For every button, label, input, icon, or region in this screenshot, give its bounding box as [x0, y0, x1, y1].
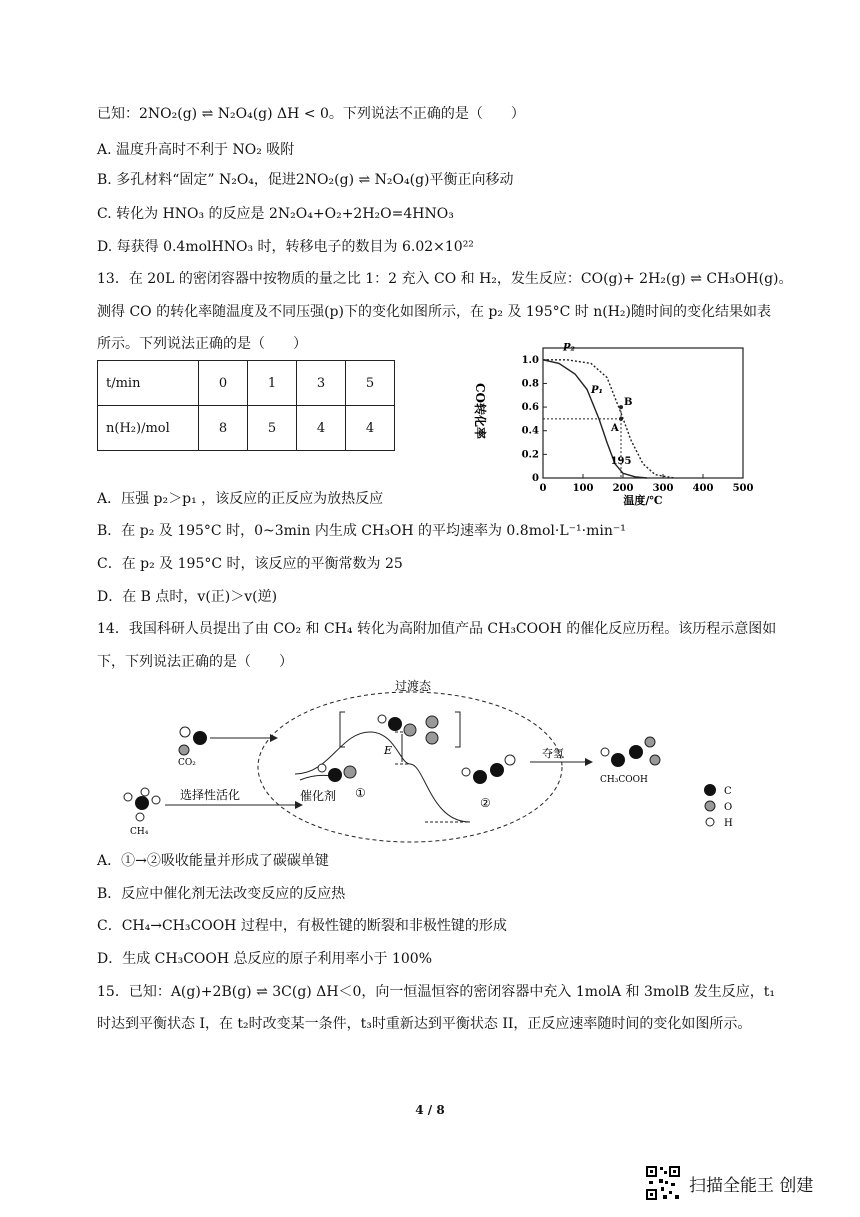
h-atom-icon [318, 764, 326, 772]
h-atom-icon [152, 796, 160, 804]
co-conversion-chart [473, 340, 758, 510]
q13-table [97, 360, 395, 451]
q13-option-c: C．在 p₂ 及 195°C 时，该反应的平衡常数为 25 [97, 556, 403, 572]
q15-line-2: 时达到平衡状态 I，在 t₂时改变某一条件，t₃时重新达到平衡状态 II，正反应速率随时间的变化如图所示。 [97, 1016, 752, 1032]
table-header-cell: 3 [297, 361, 346, 406]
y-tick-label: 0.6 [521, 402, 539, 414]
co2-label: CO₂ [178, 758, 196, 768]
y-tick-label: 0.2 [521, 449, 539, 461]
table-cell: 4 [297, 406, 346, 451]
q13-line-3: 所示。下列说法正确的是（ ） [97, 336, 307, 352]
q14-line-1: 14．我国科研人员提出了由 CO₂ 和 CH₄ 转化为高附加值产品 CH₃COOH 的催化反应历程。该历程示意图如 [97, 621, 777, 637]
point-label: A [611, 422, 619, 434]
x-axis-label: 温度/℃ [623, 494, 663, 507]
transition-state-label: 过渡态 [395, 679, 432, 693]
q15-line-1: 15．已知：A(g)+2B(g) ⇌ 3C(g) ΔH＜0，向一恒温恒容的密闭容器中充入 1molA 和 3molB 发生反应，t₁ [97, 984, 776, 1000]
qr-code-icon [645, 1165, 681, 1201]
energy-curve [295, 732, 470, 822]
h-atom-icon [601, 748, 609, 756]
q13-option-b: B．在 p₂ 及 195°C 时，0~3min 内生成 CH₃OH 的平均速率为 0.8mol·L⁻¹·min⁻¹ [97, 523, 626, 539]
o-atom-icon [344, 766, 356, 778]
x-tick-label: 200 [612, 483, 634, 494]
q14-line-2: 下，下列说法正确的是（ ） [97, 654, 293, 670]
arrow-head-icon [585, 758, 593, 766]
legend-o-label: O [724, 802, 733, 813]
legend-c-icon [704, 784, 716, 796]
q13-option-d: D．在 B 点时，v(正)＞v(逆) [97, 589, 278, 605]
q12-option-b: B. 多孔材料“固定” N₂O₄，促进2NO₂(g) ⇌ N₂O₄(g)平衡正向移动 [97, 172, 514, 188]
step-2-label: ② [480, 796, 491, 810]
h-atom-icon [141, 788, 149, 796]
table-row [98, 361, 395, 406]
c-atom-icon [629, 745, 643, 759]
o-atom-icon [645, 737, 655, 747]
table-cell: 4 [346, 406, 395, 451]
c-atom-icon [135, 796, 149, 810]
q12-stem: 已知：2NO₂(g) ⇌ N₂O₄(g) ΔH < 0。下列说法不正确的是（ ） [97, 106, 525, 122]
y-tick-label: 0.4 [521, 425, 539, 437]
x-tick-label: 0 [539, 483, 547, 494]
q14-option-b: B．反应中催化剂无法改变反应的反应热 [97, 886, 346, 902]
h-atom-icon [378, 715, 386, 723]
scanner-footer [645, 1165, 813, 1201]
h-atom-icon [124, 793, 132, 801]
ch4-label: CH₄ [130, 827, 149, 837]
table-cell: 5 [248, 406, 297, 451]
o-atom-icon [650, 755, 660, 765]
q12-option-c: C. 转化为 HNO₃ 的反应是 2N₂O₄+O₂+2H₂O=4HNO₃ [97, 206, 454, 222]
catalysis-diagram [110, 672, 750, 842]
data-point [619, 417, 623, 421]
table-header-cell: t/min [98, 361, 199, 406]
q13-option-a: A．压强 p₂＞p₁ ，该反应的正反应为放热反应 [97, 491, 384, 507]
c-atom-icon [388, 717, 402, 731]
legend-o-icon [705, 801, 715, 811]
y-tick-label: 0 [532, 473, 539, 484]
q14-option-a: A．①→②吸收能量并形成了碳碳单键 [97, 853, 329, 869]
arrow-head-icon [270, 734, 278, 742]
q13-line-1: 13．在 20L 的密闭容器中按物质的量之比 1：2 充入 CO 和 H₂，发生反应：CO(g)+ 2H₂(g) ⇌ CH₃OH(g)。 [97, 271, 793, 287]
q12-option-a: A. 温度升高时不利于 NO₂ 吸附 [97, 142, 295, 158]
data-point [619, 405, 623, 409]
step-1-label: ① [355, 786, 366, 800]
o-atom-icon [404, 724, 416, 736]
footer-text: 扫描全能王 创建 [689, 1175, 814, 1196]
o-atom-icon [426, 716, 438, 728]
page-number: 4 / 8 [415, 1103, 445, 1117]
h-atom-icon [136, 813, 144, 821]
c-atom-icon [473, 770, 487, 784]
plot-frame [543, 348, 743, 478]
legend-h-label: H [724, 818, 733, 829]
o-atom-icon [180, 727, 190, 737]
legend-h-icon [706, 818, 714, 826]
c-atom-icon [490, 763, 504, 777]
table-row [98, 406, 395, 451]
point-label: B [624, 397, 633, 409]
catalyst-label: 催化剂 [300, 789, 337, 803]
dehydrogenation-label: 夺氢 [542, 747, 564, 760]
legend-c-label: C [724, 786, 732, 797]
y-tick-label: 1.0 [521, 354, 539, 366]
bracket-right [455, 712, 460, 747]
q12-option-d: D. 每获得 0.4molHNO₃ 时，转移电子的数目为 6.02×10²² [97, 239, 474, 255]
annotation-label: 195 [610, 455, 632, 467]
c-atom-icon [193, 731, 207, 745]
transition-ellipse [258, 692, 562, 842]
q14-option-d: D．生成 CH₃COOH 总反应的原子利用率小于 100% [97, 951, 433, 967]
table-cell: n(H₂)/mol [98, 406, 199, 451]
o-atom-icon [179, 745, 189, 755]
series-label: P₂ [563, 342, 575, 354]
o-atom-icon [426, 732, 438, 744]
energy-label: E [384, 744, 393, 757]
o-atom-icon [505, 755, 515, 765]
table-header-cell: 1 [248, 361, 297, 406]
series-label: P₁ [591, 384, 603, 396]
x-tick-label: 100 [572, 483, 594, 494]
product-label: CH₃COOH [600, 775, 648, 785]
table-header-cell: 0 [199, 361, 248, 406]
y-axis-label: CO转化率 [473, 383, 487, 440]
x-tick-label: 500 [732, 483, 754, 494]
selective-activation-label: 选择性活化 [180, 788, 241, 802]
x-tick-label: 400 [692, 483, 714, 494]
c-atom-icon [611, 753, 625, 767]
y-tick-label: 0.8 [521, 378, 539, 390]
q13-line-2: 测得 CO 的转化率随温度及不同压强(p)下的变化如图所示，在 p₂ 及 195°C 时 n(H₂)随时间的变化结果如表 [97, 304, 771, 320]
q14-option-c: C．CH₄→CH₃COOH 过程中，有极性键的断裂和非极性键的形成 [97, 918, 507, 934]
table-header-cell: 5 [346, 361, 395, 406]
table-cell: 8 [199, 406, 248, 451]
h-atom-icon [462, 768, 470, 776]
x-tick-label: 300 [652, 483, 674, 494]
c-atom-icon [328, 768, 342, 782]
bracket-left [340, 712, 345, 747]
